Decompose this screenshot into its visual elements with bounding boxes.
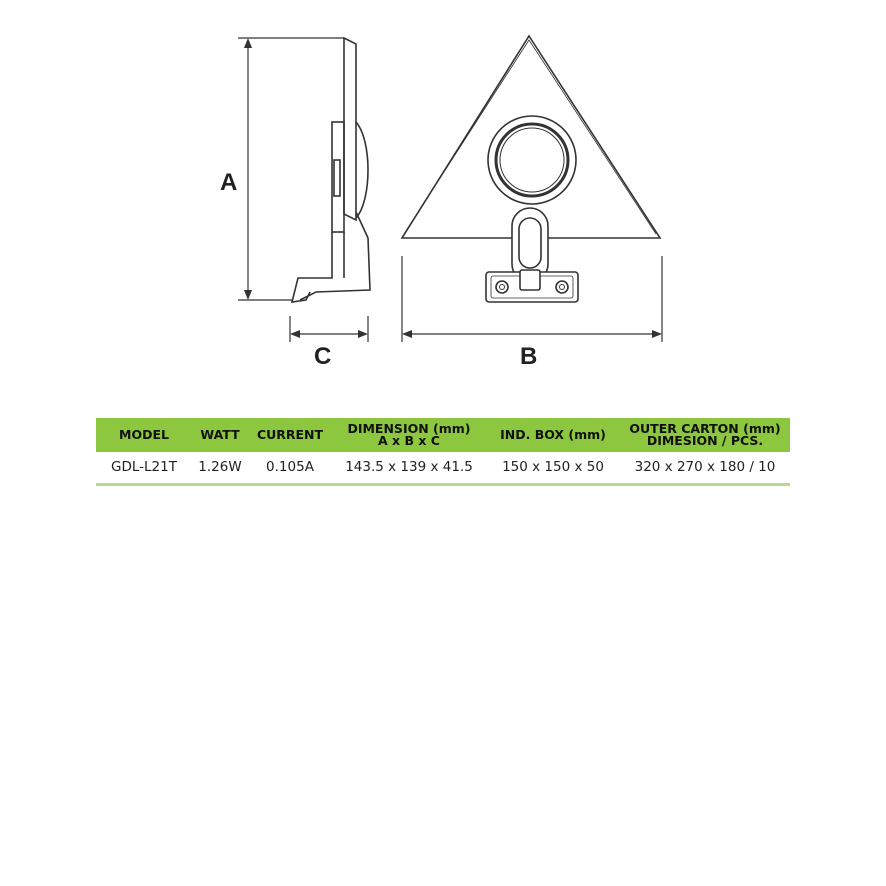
side-view-lens <box>356 122 368 218</box>
dimension-a-arrow-top <box>244 38 252 48</box>
cell-dimension: 143.5 x 139 x 41.5 <box>345 459 473 475</box>
table-row <box>96 452 790 485</box>
header-dimension: DIMENSION (mm) A x B x C <box>332 418 486 452</box>
side-view-mounting-plate <box>344 38 356 220</box>
dimension-b-arrow-left <box>402 330 412 338</box>
header-current: CURRENT <box>248 418 332 452</box>
spec-table-header-row <box>96 418 790 452</box>
cell-model: GDL-L21T <box>111 459 177 475</box>
header-watt: WATT <box>192 418 248 452</box>
dimension-c-arrow-right <box>358 330 368 338</box>
dimension-a-arrow-bottom <box>244 290 252 300</box>
dimension-b-label: B <box>520 343 538 370</box>
dimension-b-arrow-right <box>652 330 662 338</box>
cell-current: 0.105A <box>266 459 314 475</box>
front-view <box>402 36 660 302</box>
side-view-bracket <box>300 212 370 300</box>
dimension-c-arrow-left <box>290 330 300 338</box>
cell-outer-carton: 320 x 270 x 180 / 10 <box>634 459 776 475</box>
side-view <box>292 38 370 302</box>
dimension-a <box>238 38 344 300</box>
spec-table <box>96 418 790 486</box>
dimension-a-label: A <box>220 169 238 196</box>
technical-drawing <box>0 0 886 400</box>
lens-outer-ring <box>488 116 576 204</box>
cell-watt: 1.26W <box>198 459 242 475</box>
cell-ind-box: 150 x 150 x 50 <box>502 459 604 475</box>
header-outer-carton: OUTER CARTON (mm) DIMESION / PCS. <box>620 418 790 452</box>
header-ind-box: IND. BOX (mm) <box>486 418 620 452</box>
lens-middle-ring <box>496 124 568 196</box>
triangle-inner-edge <box>404 40 656 234</box>
header-model: MODEL <box>96 418 192 452</box>
dimension-c <box>290 316 368 342</box>
lens-inner-ring <box>500 128 564 192</box>
dimension-c-label: C <box>314 343 332 370</box>
switch-knob <box>520 270 540 290</box>
side-view-switch <box>334 160 340 196</box>
